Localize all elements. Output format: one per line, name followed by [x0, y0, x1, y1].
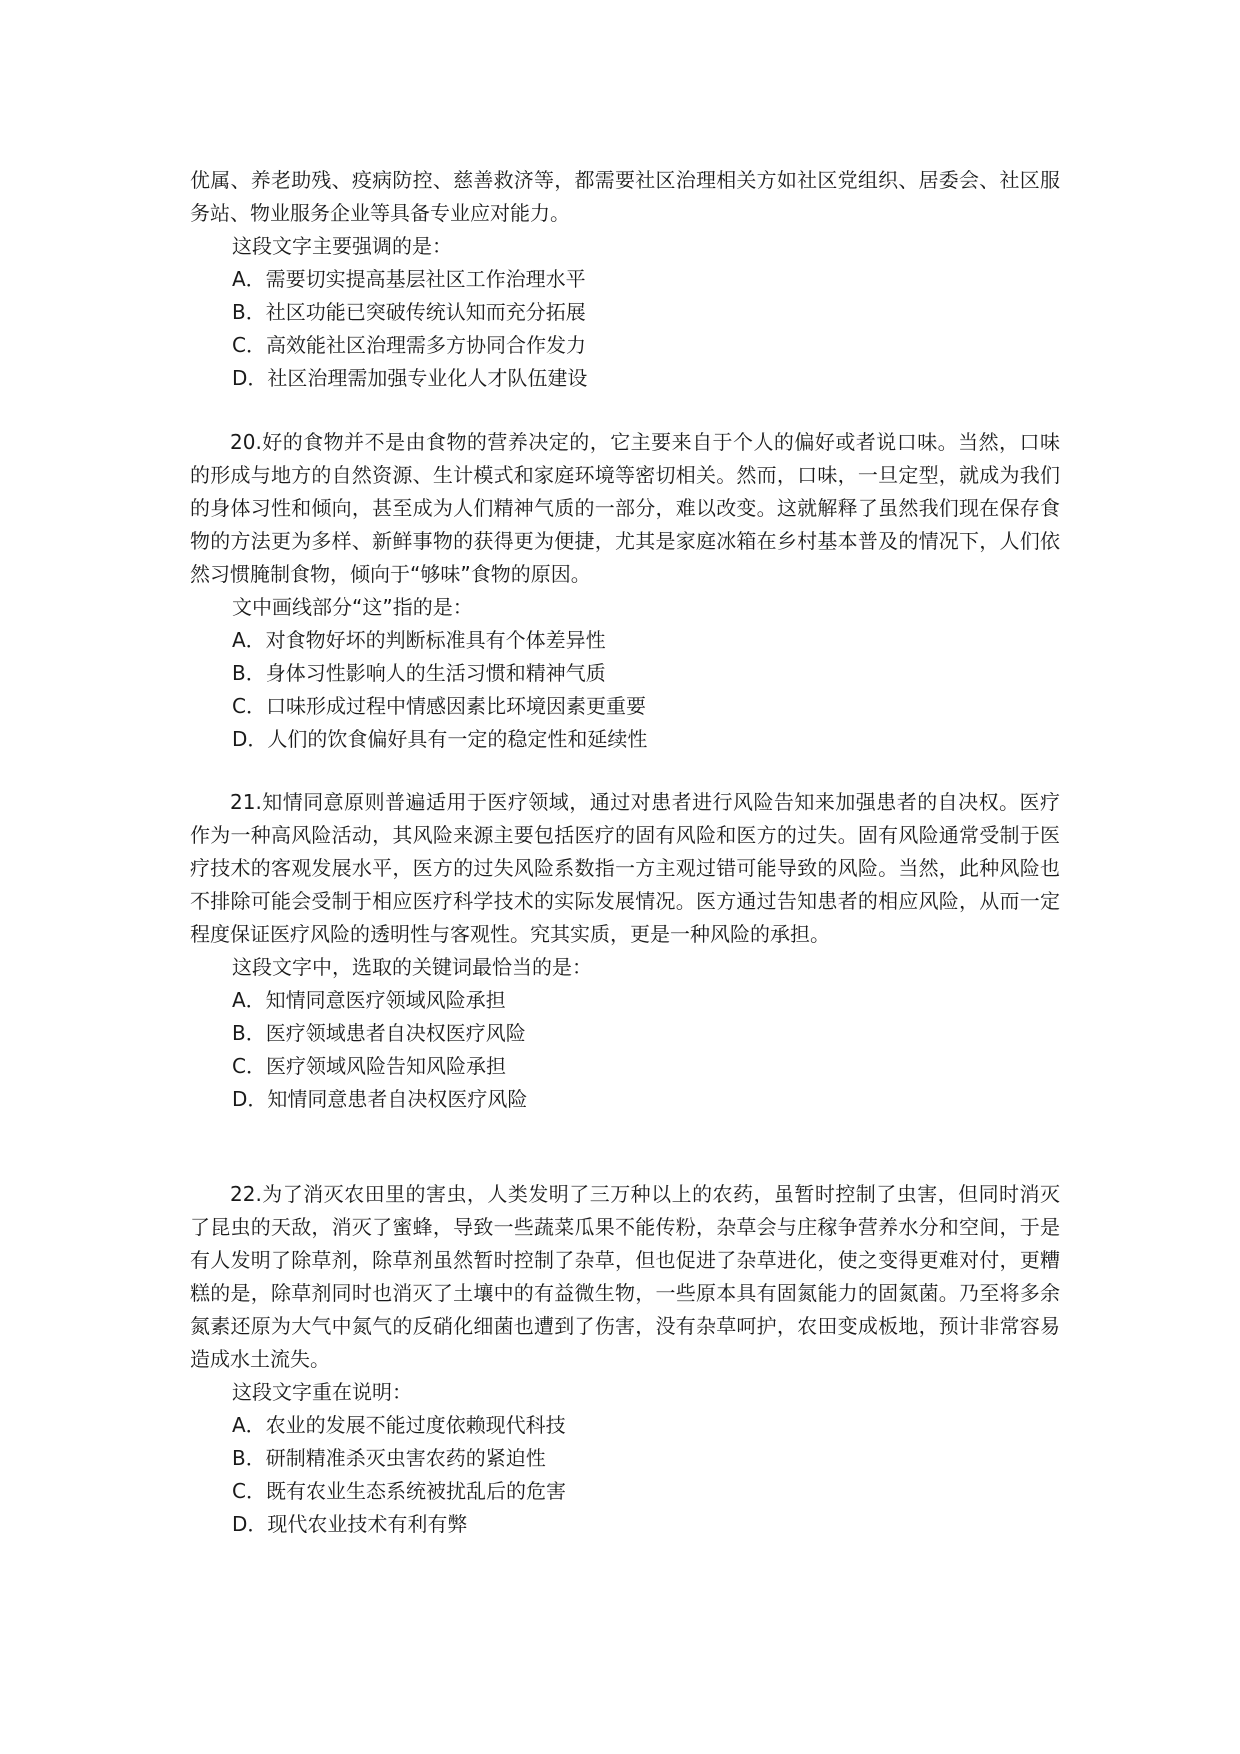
q21-text: 21.知情同意原则普遍适用于医疗领域，通过对患者进行风险告知来加强患者的自决权。医疗作为一种高风险活动，其风险来源主要包括医疗的固有风险和医方的过失。固有风险通常受制于医疗技术的客观发展水平，医方的过失风险系数指一方主观过错可能导致的风险。当然，此种风险也不排除可能会受制于相应医疗科学技术的实际发展情况。医方通过告知患者的相应风险，从而一定程度保证医疗风险的透明性与客观性。究其实质，更是一种风险的承担。: [190, 790, 1060, 946]
q20-option-d: D．人们的饮食偏好具有一定的稳定性和延续性: [232, 727, 648, 751]
q20-option-c: C．口味形成过程中情感因素比环境因素更重要: [232, 694, 646, 718]
question-21: [190, 786, 1060, 1116]
question-22: [190, 1178, 1060, 1541]
q22-option-d: D．现代农业技术有利有弊: [232, 1512, 468, 1536]
q22-option-c: C．既有农业生态系统被扰乱后的危害: [232, 1479, 566, 1503]
q20-text: 20.好的食物并不是由食物的营养决定的，它主要来自于个人的偏好或者说口味。当然，口味的形成与地方的自然资源、生计模式和家庭环境等密切相关。然而，口味，一旦定型，就成为我们的身体习性和倾向，甚至成为人们精神气质的一部分，难以改变。这就解释了虽然我们现在保存食物的方法更为多样、新鲜事物的获得更为便捷，尤其是家庭冰箱在乡村基本普及的情况下，人们依然习惯腌制食物，倾向于“够味”食物的原因。: [190, 430, 1060, 586]
q21-option-c: C．医疗领域风险告知风险承担: [232, 1054, 506, 1078]
question-20: [190, 426, 1060, 756]
q20-prompt: 文中画线部分“这”指的是：: [232, 595, 473, 619]
q19-continuation: 优属、养老助残、疫病防控、慈善救济等，都需要社区治理相关方如社区党组织、居委会、社区服务站、物业服务企业等具备专业应对能力。: [190, 168, 1060, 225]
q22-option-b: B．研制精准杀灭虫害农药的紧迫性: [232, 1446, 546, 1470]
question-19: [190, 164, 1060, 395]
q19-option-b: B．社区功能已突破传统认知而充分拓展: [232, 300, 586, 324]
q19-option-d: D．社区治理需加强专业化人才队伍建设: [232, 366, 588, 390]
q21-prompt: 这段文字中，选取的关键词最恰当的是：: [232, 955, 592, 979]
q19-prompt: 这段文字主要强调的是：: [232, 234, 452, 258]
q22-prompt: 这段文字重在说明：: [232, 1380, 412, 1404]
q20-option-b: B．身体习性影响人的生活习惯和精神气质: [232, 661, 606, 685]
q22-option-a: A．农业的发展不能过度依赖现代科技: [232, 1413, 566, 1437]
q21-option-d: D．知情同意患者自决权医疗风险: [232, 1087, 528, 1111]
q20-option-a: A．对食物好坏的判断标准具有个体差异性: [232, 628, 606, 652]
q22-text: 22.为了消灭农田里的害虫，人类发明了三万种以上的农药，虽暂时控制了虫害，但同时消灭了昆虫的天敌，消灭了蜜蜂，导致一些蔬菜瓜果不能传粉，杂草会与庄稼争营养水分和空间，于是有人发明了除草剂，除草剂虽然暂时控制了杂草，但也促进了杂草进化，使之变得更难对付，更糟糕的是，除草剂同时也消灭了土壤中的有益微生物，一些原本具有固氮能力的固氮菌。乃至将多余氮素还原为大气中氮气的反硝化细菌也遭到了伤害，没有杂草呵护，农田变成板地，预计非常容易造成水土流失。: [190, 1182, 1060, 1371]
q19-option-a: A．需要切实提高基层社区工作治理水平: [232, 267, 586, 291]
q19-option-c: C．高效能社区治理需多方协同合作发力: [232, 333, 586, 357]
q21-option-a: A．知情同意医疗领域风险承担: [232, 988, 506, 1012]
q21-option-b: B．医疗领域患者自决权医疗风险: [232, 1021, 526, 1045]
